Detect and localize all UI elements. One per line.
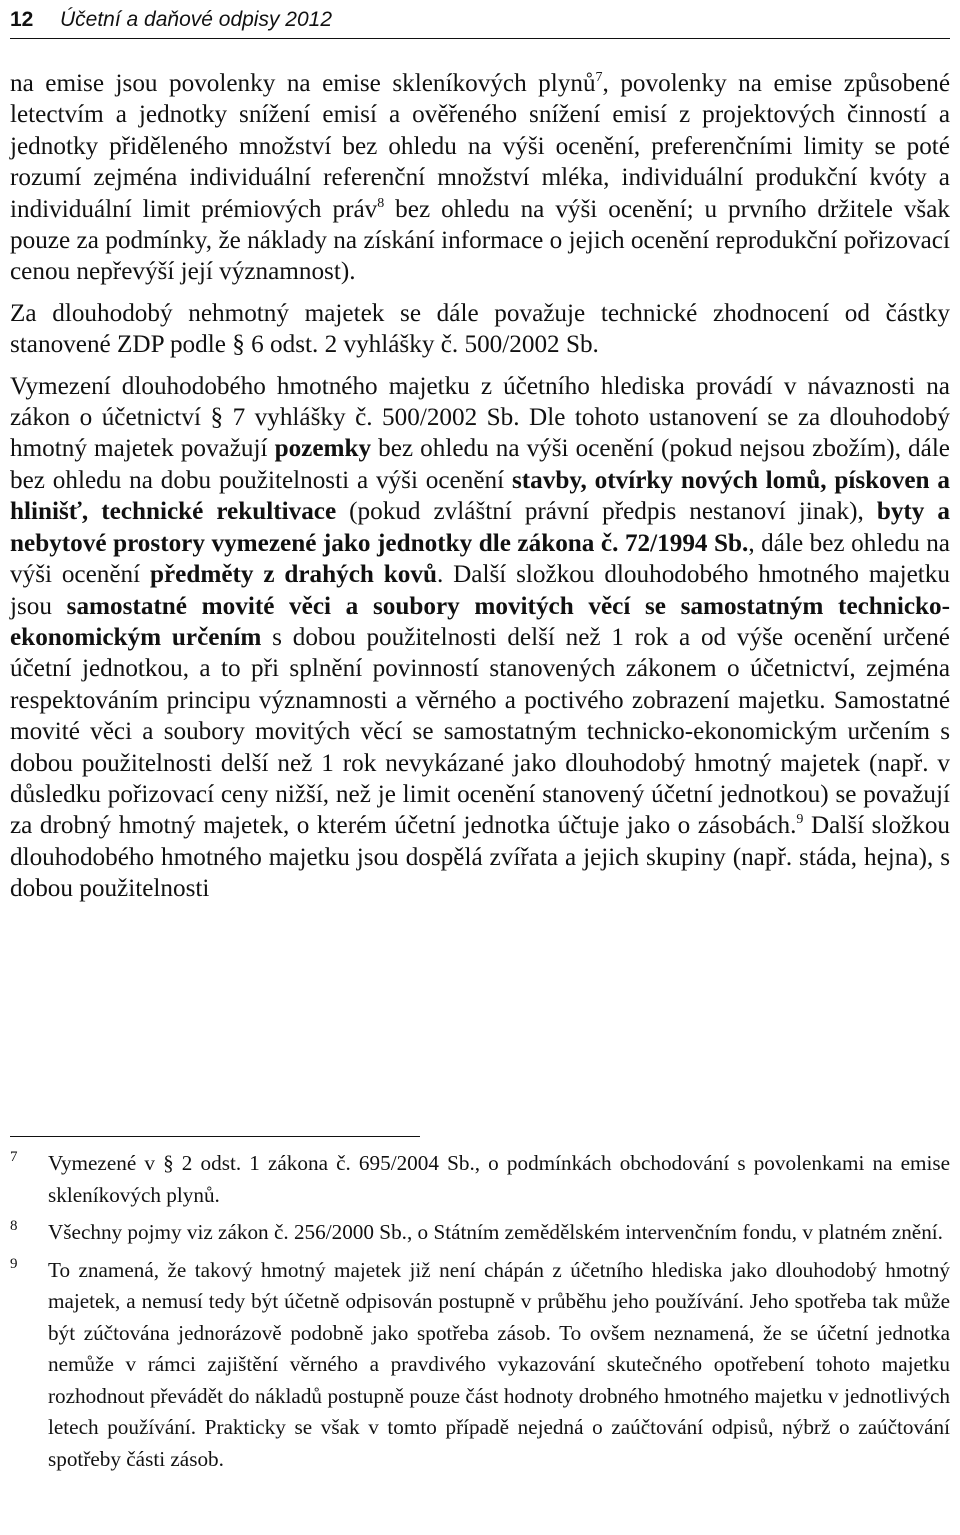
text-run: bez ohledu na výši ocenění (pokud nejsou zbožím), dále bez ohledu na dobu použitelnosti a výši ocenění <box>10 435 950 494</box>
paragraph-3 <box>10 371 950 905</box>
bold-term: pozemky <box>274 435 372 463</box>
footnote-ref-9: 9 <box>796 812 804 828</box>
text-run: . Další složkou dlouhodobého hmotného majetku jsou <box>10 561 950 620</box>
bold-term: samostatné movité věci a soubory movitých věcí se samostatným technicko-ekonomickým určením <box>10 592 950 651</box>
footnote-mark: 9 <box>10 1255 18 1272</box>
text-run: Vymezení dlouhodobého hmotného majetku z účetního hlediska provádí v návaznosti na zákon o účetnictví <box>10 372 950 432</box>
text-run: Další složkou dlouhodobého hmotného majetku jsou dospělá zvířata a jejich skupiny (např. stáda, hejna), s dobou použitelnosti <box>10 812 951 903</box>
text-run: (pokud zvláštní právní předpis nestanoví jinak), <box>336 498 877 526</box>
text-run: s dobou použitelnosti delší než 1 rok a od výše ocenění určené účetní jednotkou, a to při splnění povinností stanovených zákonem o účetnictví, zejména respektováním principu významnosti a věrného a poctivého zobrazení majetku. Samostatné movité věci a soubory movitých věcí se samostatným technicko-ekonomickým určením s dobou použitelnosti delší než 1 rok nevykázané jako dlouhodobý hmotný majetek (např. v důsledku pořizovací ceny nižší, než je limit ocenění stanovený účetní jednotkou) se považují za drobný hmotný majetek, o kterém účetní jednotka účtuje jako o zásobách. <box>10 623 950 840</box>
main-text <box>10 68 950 905</box>
footnote-ref-7: 7 <box>595 70 603 85</box>
bold-term: byty a nebytové prostory vymezené jako jednotky dle zákona č. 72/1994 Sb. <box>10 498 950 557</box>
footnote-divider <box>10 1136 420 1137</box>
running-title: Účetní a daňové odpisy 2012 <box>60 8 333 31</box>
text-run: Za dlouhodobý nehmotný majetek se dále považuje technické zhodnocení od částky stanovené ZDP podle <box>10 299 950 359</box>
footnote-9 <box>10 1255 950 1476</box>
footnote-ref-8: 8 <box>377 195 385 211</box>
bold-term: předměty z drahých kovů <box>149 561 437 589</box>
section-sign: § <box>210 404 224 432</box>
footnotes <box>10 1148 950 1475</box>
text-run: , dále bez ohledu na výši ocenění <box>10 529 950 589</box>
text-run: 6 odst. 2 vyhlášky č. 500/2002 Sb. <box>244 331 599 359</box>
text-run: , povolenky na emise způsobené letectvím a jednotky snížení emisí a ověřeného snížení emisí z projektových činností a jednotky přiděleného množství bez ohledu na výši ocenění, preferenčními limity se poté rozumí zejména individuální referenční množství mléka, individuální produkční kvóty a individuální limit prémiových práv <box>10 70 950 223</box>
paragraph-2 <box>10 298 950 361</box>
footnote-text: Vymezené v § 2 odst. 1 zákona č. 695/2004 Sb., o podmínkách obchodování s povolenkami na emise skleníkových plynů. <box>48 1151 950 1207</box>
text-run: na emise jsou povolenky na emise skleníkových plynů <box>10 70 596 97</box>
footnote-8 <box>10 1217 950 1249</box>
page-header <box>10 6 950 40</box>
page-number: 12 <box>10 8 34 31</box>
text-run: 7 vyhlášky č. 500/2002 Sb. Dle tohoto ustanovení se za dlouhodobý hmotný majetek považují <box>10 404 951 463</box>
paragraph-1 <box>10 68 950 288</box>
footnote-mark: 8 <box>10 1218 18 1234</box>
footnote-text: To znamená, že takový hmotný majetek již není chápán z účetního hlediska jako dlouhodobý hmotný majetek, a nemusí tedy být účetně odpisován postupně v průběhu jeho používání. Jeho spotřeba tak může být zúčtována jednorázově podobně jako spotřeba zásob. To ovšem neznamená, že se účetní jednotka nemůže v rámci zajištění věrného a pravdivého vykazování skutečného opotřebení tohoto majetku rozhodnout převádět do nákladů postupně pouze část hodnoty drobného hmotného majetku v jednotlivých letech používání. Prakticky se však v tomto případě nejedná o zaúčtování odpisů, nýbrž o zaúčtování spotřeby části zásob. <box>48 1257 950 1471</box>
header-divider <box>10 38 950 39</box>
footnote-text: Všechny pojmy viz zákon č. 256/2000 Sb., o Státním zemědělském intervenčním fondu, v platném znění. <box>48 1220 943 1244</box>
text-run: bez ohledu na výši ocenění; u prvního držitele však pouze za podmínky, že náklady na získání informace o jejich ocenění reprodukční pořizovací cenou nepřevýší její významnost). <box>10 195 950 286</box>
section-sign: § <box>232 331 245 359</box>
footnote-mark: 7 <box>10 1149 18 1165</box>
bold-term: stavby, otvírky nových lomů, pískoven a hlinišť, technické rekultivace <box>10 466 950 526</box>
footnote-7 <box>10 1148 950 1211</box>
